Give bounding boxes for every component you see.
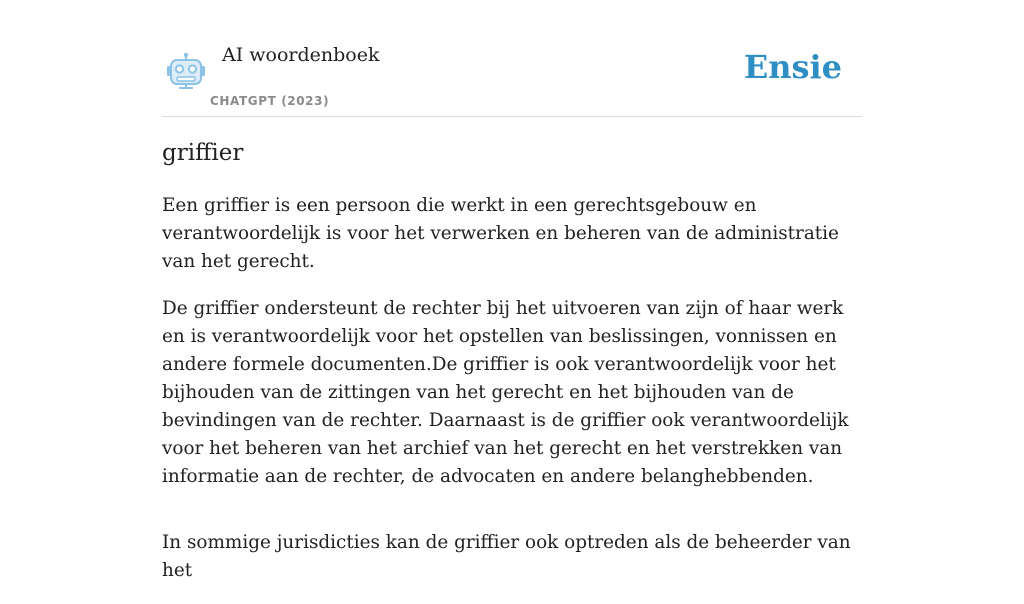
robot-icon bbox=[166, 52, 206, 90]
entry-definition bbox=[162, 192, 862, 604]
source-title[interactable]: AI woordenboek bbox=[222, 44, 380, 66]
definition-paragraph: In sommige jurisdicties kan de griffier ook optreden als de beheerder van het bbox=[162, 532, 851, 581]
definition-paragraph: Een griffier is een persoon die werkt in een gerechtsgebouw en verantwoordelijk is voor het verwerken en beheren van de administratie van het gerecht. bbox=[162, 195, 839, 272]
definition-paragraph: De griffier ondersteunt de rechter bij het uitvoeren van zijn of haar werk en is verantwoordelijk voor het opstellen van beslissingen, vonnissen en andere formele documenten.De griffier is ook verantwoordelijk voor het bijhouden van de zittingen van het gerecht en het bijhouden van de bevindingen van de rechter. Daarnaast is de griffier ook verantwoordelijk voor het beheren van het archief van het gerecht en het verstrekken van informatie aan de rechter, de advocaten en andere belanghebbenden. bbox=[162, 298, 849, 487]
ensie-logo[interactable]: Ensie bbox=[743, 48, 842, 86]
entry-header bbox=[162, 0, 862, 117]
entry-term: griffier bbox=[162, 140, 244, 166]
page-content bbox=[162, 0, 862, 581]
source-meta: CHATGPT (2023) bbox=[210, 94, 330, 108]
